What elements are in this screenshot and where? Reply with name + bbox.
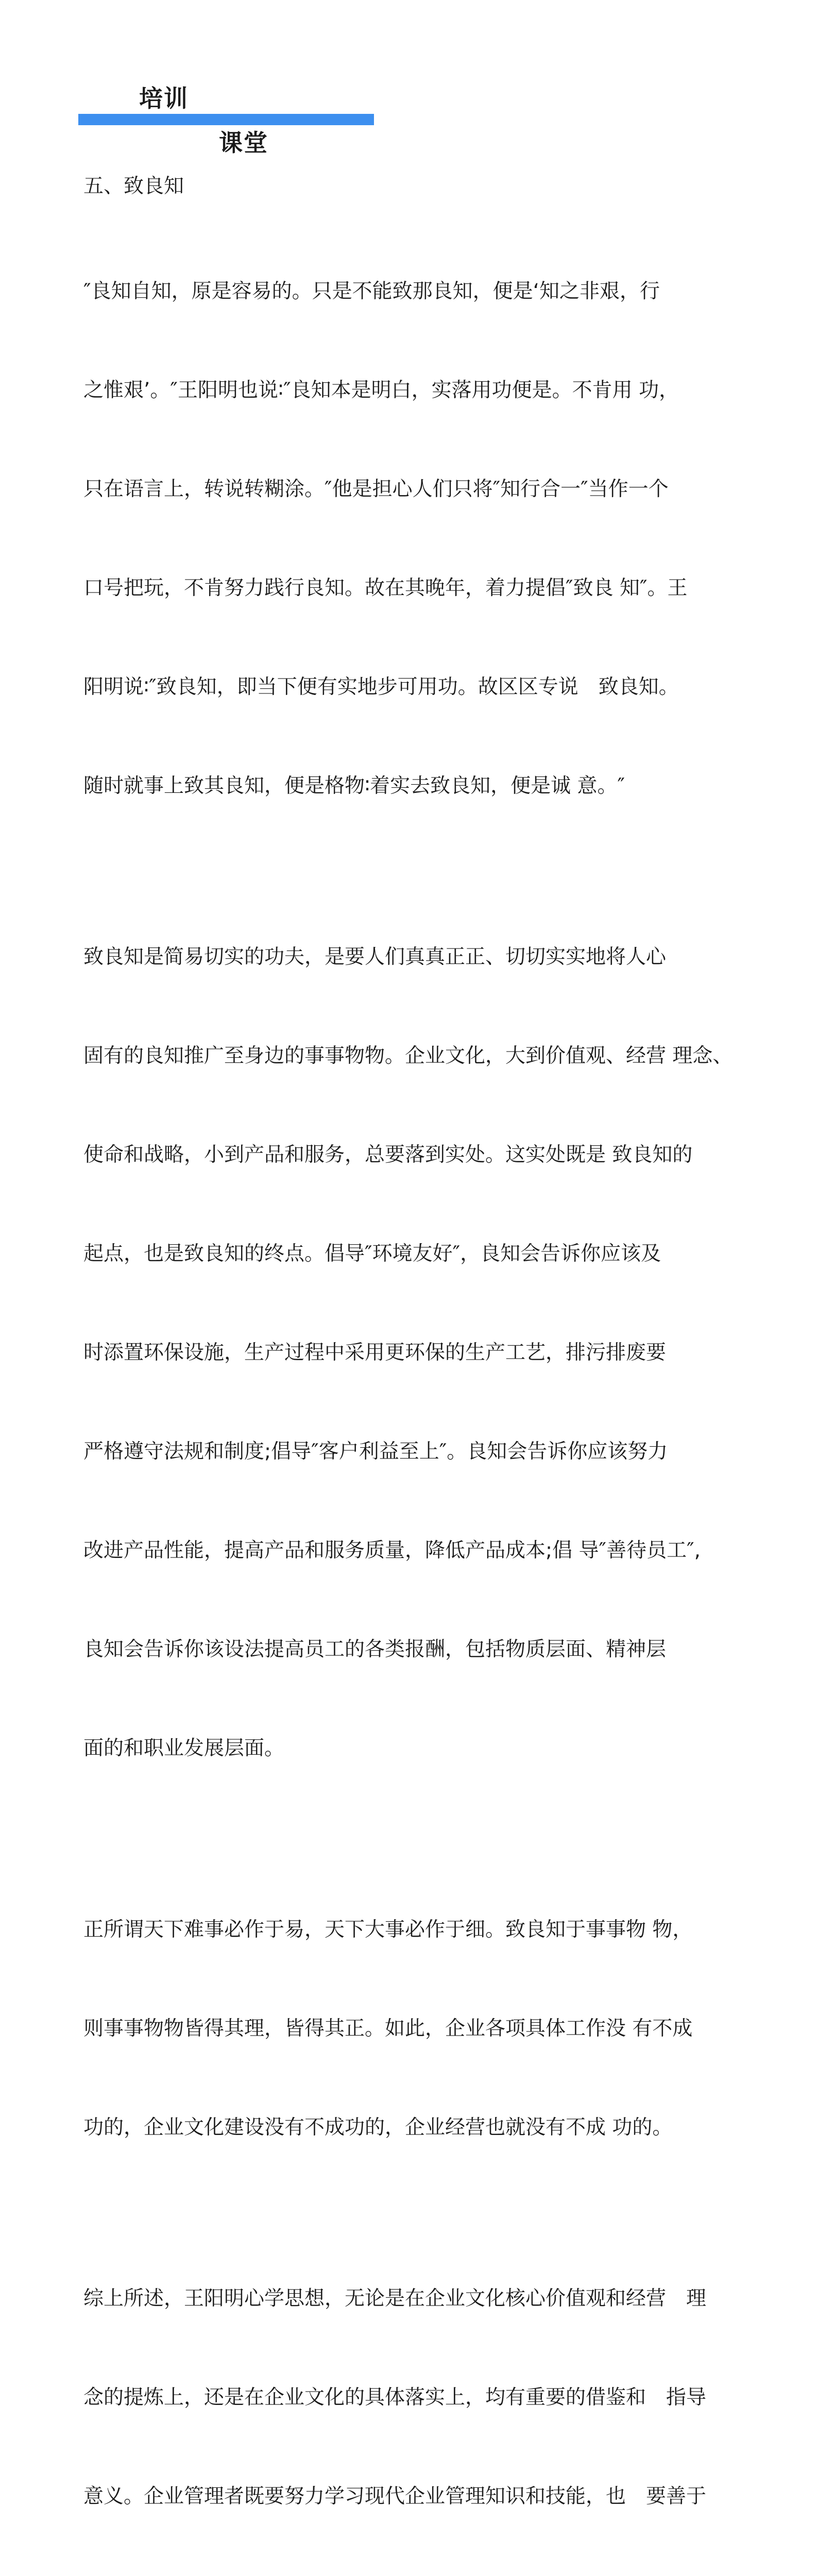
article-body <box>83 170 748 2576</box>
header-title-line2: 课堂 <box>219 129 268 157</box>
paragraph-line: 严格遵守法规和制度;倡导″客户利益至上″。良知会告诉你应该努力 <box>83 1440 668 1463</box>
paragraph-line: 之惟艰’。″王阳明也说∶″良知本是明白，实落用功便是。不肯用 功， <box>83 379 679 402</box>
paragraph-line: 念的提炼上，还是在企业文化的具体落实上，均有重要的借鉴和 指导 <box>83 2386 707 2409</box>
paragraph-1 <box>83 209 748 869</box>
paragraph-line: 功的，企业文化建设没有不成功的，企业经营也就没有不成 功的。 <box>83 2116 673 2139</box>
paragraph-3 <box>83 1848 748 2210</box>
paragraph-line: 改进产品性能，提高产品和服务质量，降低产品成本;倡 导″善待员工″, <box>83 1539 701 1562</box>
paragraph-line: ″良知自知，原是容易的。只是不能致那良知，便是‘知之非艰，行 <box>83 280 660 303</box>
header-accent-bar <box>78 114 374 125</box>
paragraph-line: 综上所述，王阳明心学思想，无论是在企业文化核心价值观和经营 理 <box>83 2287 707 2310</box>
paragraph-line: 致良知是简易切实的功夫，是要人们真真正正、切切实实地将人心 <box>83 945 667 969</box>
paragraph-2 <box>83 875 748 1831</box>
paragraph-line: 只在语言上，转说转糊涂。″他是担心人们只将″知行合一″当作一个 <box>83 478 669 501</box>
paragraph-line: 固有的良知推广至身边的事事物物。企业文化，大到价值观、经营 理念、 <box>83 1044 733 1067</box>
header-title-line1: 培训 <box>139 84 189 112</box>
paragraph-line: 正所谓天下难事必作于易，天下大事必作于细。致良知于事事物 物， <box>83 1918 693 1941</box>
paragraph-4 <box>83 2216 748 2576</box>
paragraph-line: 口号把玩，不肯努力践行良知。故在其晚年，着力提倡″致良 知″。王 <box>83 577 688 600</box>
paragraph-line: 起点，也是致良知的终点。倡导″环境友好″，良知会告诉你应该及 <box>83 1242 661 1265</box>
paragraph-line: 则事事物物皆得其理，皆得其正。如此，企业各项具体工作没 有不成 <box>83 2017 693 2040</box>
section-heading: 五、致良知 <box>83 175 184 198</box>
paragraph-line: 阳明说∶″致良知，即当下便有实地步可用功。故区区专说 致良知。 <box>83 675 679 699</box>
paragraph-line: 随时就事上致其良知，便是格物∶着实去致良知，便是诚 意。″ <box>83 774 625 798</box>
paragraph-line: 使命和战略，小到产品和服务，总要落到实处。这实处既是 致良知的 <box>83 1143 693 1166</box>
paragraph-line: 良知会告诉你该设法提高员工的各类报酬，包括物质层面、精神层 <box>83 1638 667 1661</box>
paragraph-line: 时添置环保设施，生产过程中采用更环保的生产工艺，排污排废要 <box>83 1341 667 1364</box>
paragraph-line: 面的和职业发展层面。 <box>83 1737 285 1760</box>
paragraph-line: 意义。企业管理者既要努力学习现代企业管理知识和技能，也 要善于 <box>83 2485 707 2508</box>
